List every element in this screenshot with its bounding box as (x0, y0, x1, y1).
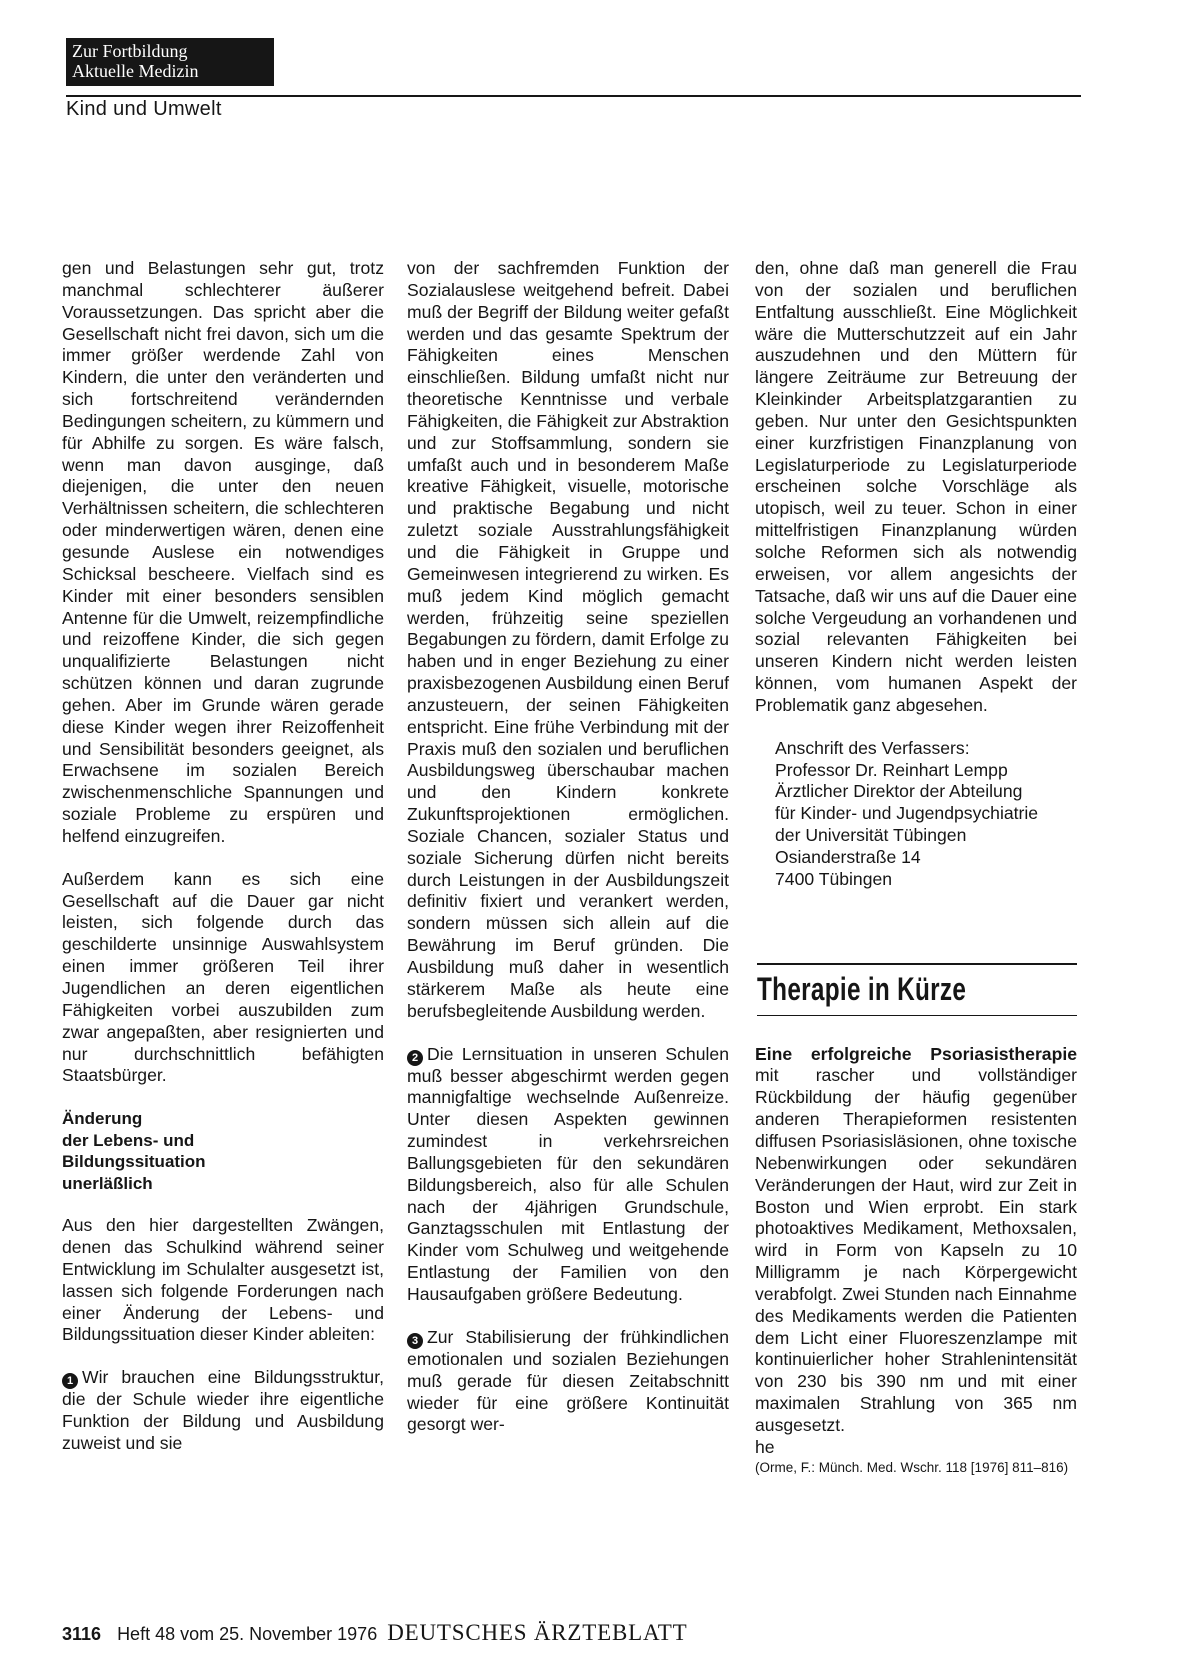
address-line-7: 7400 Tübingen (775, 868, 893, 889)
therapy-paragraph (755, 1044, 1077, 1437)
therapy-reference: (Orme, F.: Münch. Med. Wschr. 118 [1976] 811–816) (755, 1459, 1069, 1475)
col2-paragraph-2-text: Die Lernsituation in unseren Schulen muß besser abgeschirmt werden gegen mannigfaltige wechselnde Außenreize. Unter diesen Aspekten gewinnen zumindest in verkehrsreichen Ballungsgebieten für den sekundären Bildungsbereich, also für alle Schulen nach der 4jährigen Grundschule, Ganztagsschulen mit Entlastung der Kinder vom Schulweg und weitgehende Entlastung der Familien von den Hausaufgaben größere Bedeutung. (407, 1043, 729, 1304)
address-line-2: Professor Dr. Reinhart Lempp (775, 759, 1008, 780)
rubric-line-1: Zur Fortbildung (72, 41, 188, 61)
list-marker-2: 2 (407, 1050, 423, 1066)
rubric-line-2: Aktuelle Medizin (72, 61, 199, 81)
col1-subheading (62, 1108, 384, 1194)
column-3 (755, 258, 1077, 1476)
subheading-line-1: Änderung (62, 1109, 143, 1129)
column-2 (407, 258, 729, 1436)
col1-paragraph-4-text: Wir brauchen eine Bildungsstruktur, die der Schule wieder ihre eigentliche Funktion der Bildung und Ausbildung zuweist und sie (62, 1367, 384, 1453)
address-line-4: für Kinder- und Jugendpsychiatrie (775, 803, 1039, 824)
col2-paragraph-3-text: Zur Stabilisierung der frühkindlichen emotionalen und sozialen Beziehungen muß gerade für diesen Zeitabschnitt wieder für eine größere Kontinuität gesorgt wer- (407, 1326, 729, 1435)
col2-paragraph-2 (407, 1044, 729, 1306)
list-marker-3: 3 (407, 1333, 423, 1349)
col1-paragraph-4 (62, 1367, 384, 1455)
section-label: Kind und Umwelt (66, 98, 222, 120)
col2-paragraph-3 (407, 1327, 729, 1436)
address-line-6: Osianderstraße 14 (775, 846, 921, 867)
rubric-box (66, 38, 274, 86)
therapy-lead: Eine erfolgreiche Psoriasistherapie (755, 1043, 1077, 1064)
journal-name: DEUTSCHES ÄRZTEBLATT (387, 1620, 688, 1645)
col3-paragraph-1: den, ohne daß man generell die Frau von der sozialen und beruflichen Entfaltung ausschließt. Eine Möglichkeit wäre die Mutterschutzzeit auf ein Jahr auszudehnen und den Müttern für längere Zeiträume zur Betreuung der Kleinkinder Arbeitsplatzgarantien zu geben. Nur unter den Gesichtspunkten einer kurzfristigen Finanzplanung von Legislaturperiode zu Legislaturperiode erscheinen solche Vorschläge als utopisch, weil zu teuer. Schon in einer mittelfristigen Finanzplanung würden solche Reformen sich als notwendig erweisen, vor allem angesichts der Tatsache, daß wir uns auf die Dauer eine solche Vergeudung an vorhandenen und sozial relevanten Fähigkeiten bei unseren Kindern nicht werden leisten können, vom humanen Aspekt der Problematik ganz abgesehen. (755, 258, 1077, 715)
therapy-body: mit rascher und vollständiger Rückbildung der häufig gegenüber anderen Therapieformen resistenten diffusen Psoriasisläsionen, ohne toxische Nebenwirkungen oder sekundären Veränderungen der Haut, wird zur Zeit in Boston und Wien erprobt. Ein stark photoaktives Medikament, Methoxsalen, wird in Form von Kapseln zu 10 Milligramm je nach Körpergewicht verabfolgt. Zwei Stunden nach Einnahme des Medikaments werden die Patienten dem Licht einer Fluoreszenzlampe mit kontinuierlicher hoher Strahlenintensität von 230 bis 390 nm und mit einer maximalen Strahlung von 365 nm ausgesetzt. (755, 1065, 1077, 1435)
column-1 (62, 258, 384, 1455)
page-footer (62, 1620, 688, 1646)
subheading-line-2: der Lebens- und (62, 1130, 195, 1150)
subheading-line-4: unerläßlich (62, 1173, 153, 1193)
address-line-5: der Universität Tübingen (775, 825, 967, 846)
header-rule (66, 95, 1081, 97)
issue-info: Heft 48 vom 25. November 1976 (117, 1624, 378, 1644)
col2-paragraph-1: von der sachfremden Funktion der Sozialauslese weitgehend befreit. Dabei muß der Begriff der Bildung weiter gefaßt werden und das gesamte Spektrum der Fähigkeiten eines Menschen einschließen. Bildung umfaßt nicht nur theoretische Kenntnisse und verbale Fähigkeiten, die Fähigkeit zur Abstraktion und zur Stoffsammlung, sondern sie umfaßt auch und in besonderem Maße kreative Fähigkeit, visuelle, motorische und praktische Begabung und nicht zuletzt soziale Ausstrahlungsfähigkeit und die Fähigkeit in Gruppe und Gemeinwesen integrierend zu wirken. Es muß jedem Kind möglich gemacht werden, frühzeitig seine speziellen Begabungen zu fördern, damit Erfolge zu haben und in enger Beziehung zu einer praxisbezogenen Ausbildung einen Beruf anzusteuern, der seinen Fähigkeiten entspricht. Eine frühe Verbindung mit der Praxis muß den sozialen und beruflichen Ausbildungsweg überschaubar machen und den Kindern konkrete Zukunftsprojektionen ermöglichen. Soziale Chancen, sozialer Status und soziale Sicherung dürfen nicht bereits durch Leistungen in der Ausbildungszeit definitiv fixiert und verankert werden, sondern müssen sich allein auf die Bewährung im Beruf gründen. Die Ausbildung muß daher in wesentlich stärkerem Maße als heute eine berufsbegleitende Ausbildung werden. (407, 258, 729, 1021)
therapy-signature: he (755, 1436, 775, 1457)
therapy-title-rule (757, 1015, 1077, 1016)
author-address (775, 738, 1077, 891)
page-number: 3116 (62, 1624, 102, 1644)
list-marker-1: 1 (62, 1373, 78, 1389)
subheading-line-3: Bildungssituation (62, 1152, 206, 1172)
therapy-top-rule (757, 963, 1077, 965)
col1-paragraph-2: Außerdem kann es sich eine Gesellschaft auf die Dauer gar nicht leisten, sich folgende durch das geschilderte unsinnige Auswahlsystem einen immer größeren Teil ihrer Jugendlichen an deren eigentlichen Fähigkeiten vorbei auszubilden zum zwar angepaßten, aber resignierten und nur durchschnittlich befähigten Staatsbürger. (62, 868, 384, 1086)
therapy-title: Therapie in Kürze (757, 970, 967, 1007)
col1-paragraph-1: gen und Belastungen sehr gut, trotz manchmal schlechterer äußerer Voraussetzungen. Das spricht aber die Gesellschaft nicht frei davon, sich um die immer größer werdende Zahl von Kindern, die unter den veränderten und sich fortschreitend verändernden Bedingungen scheitern, zu kümmern und für Abhilfe zu sorgen. Es wäre falsch, wenn man davon ausginge, daß diejenigen, die unter den neuen Verhältnissen scheitern, die schlechteren oder minderwertigen wären, denen eine gesunde Auslese ein notwendiges Schicksal bescheere. Vielfach sind es Kinder mit einer besonders sensiblen Antenne für die Umwelt, reizempfindliche und reizoffene Kinder, die sich gegen unqualifizierte Belastungen nicht schützen können und daran zugrunde gehen. Aber im Grunde wären gerade diese Kinder wegen ihrer Reizoffenheit und Sensibilität besonders geeignet, als Erwachsene im sozialen Bereich zwischenmenschliche Spannungen und soziale Probleme zu erspüren und helfend einzugreifen. (62, 258, 384, 846)
address-line-3: Ärztlicher Direktor der Abteilung (775, 781, 1023, 802)
address-line-1: Anschrift des Verfassers: (775, 737, 970, 758)
col1-paragraph-3: Aus den hier dargestellten Zwängen, denen das Schulkind während seiner Entwicklung im Schulalter ausgesetzt ist, lassen sich folgende Forderungen nach einer Änderung der Lebens- und Bildungssituation dieser Kinder ableiten: (62, 1215, 384, 1345)
